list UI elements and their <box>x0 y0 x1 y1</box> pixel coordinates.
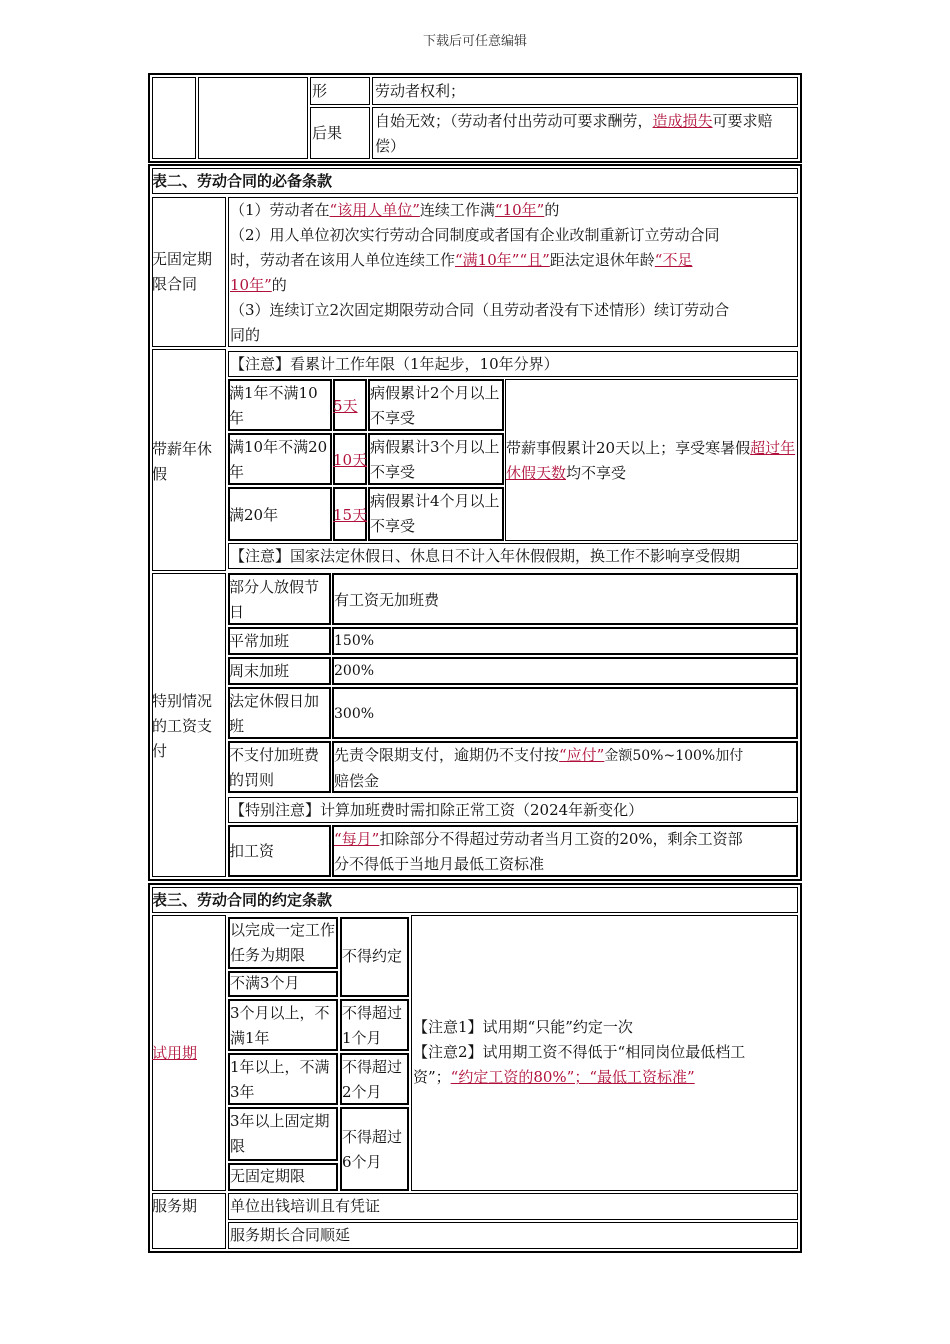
leave-days-2: 10天 <box>333 451 368 469</box>
wgd-l3-b: 距法定退休年龄 <box>549 251 655 269</box>
pay-val-2: 150% <box>334 633 375 649</box>
wgd-line-6: 同的 <box>230 326 261 344</box>
wgd-content <box>230 198 796 348</box>
pay-deduct-hl: “每月” <box>334 830 380 848</box>
top-row1-value: 劳动者权利； <box>375 82 466 100</box>
top-row2-highlight: 造成损失 <box>652 112 713 130</box>
service-label: 服务期 <box>152 1197 198 1215</box>
pay-deduct-line-2: 分不得低于当地月最低工资标准 <box>334 855 545 873</box>
pay-deduct-line-1 <box>334 827 796 852</box>
leave-sick-3: 病假累计4个月以上不享受 <box>370 492 500 535</box>
pay-key-4: 法定休假日加班 <box>229 692 320 735</box>
wgd-l1-hl1: “该用人单位” <box>329 201 420 219</box>
wgd-line-1 <box>230 198 796 223</box>
wgd-line-5: （3）连续订立2次固定期限劳动合同（且劳动者没有下述情形）续订劳动合 <box>230 301 730 319</box>
top-row2-post: 可要求赔偿） <box>375 112 773 155</box>
leave-days-3: 15天 <box>333 506 368 524</box>
probation-note-3 <box>413 1065 797 1090</box>
pay-label: 特别情况的工资支付 <box>152 692 213 760</box>
wgd-l3-hl1: “满10年”“且” <box>455 251 550 269</box>
probation-term-1: 以完成一定工作任务为期限 <box>230 921 336 964</box>
top-cell-a <box>152 77 196 159</box>
probation-term-2: 不满3个月 <box>230 974 300 992</box>
pay-val-cell-4 <box>332 687 798 739</box>
table2-title: 表二、劳动合同的必备条款 <box>152 172 333 190</box>
top-row1-label: 形 <box>312 82 328 100</box>
wgd-line-4 <box>230 273 796 298</box>
wgd-line-3 <box>230 248 796 273</box>
pay-deduct-val <box>334 827 796 877</box>
probation-term-3: 3个月以上，不满1年 <box>230 1004 330 1047</box>
leave-years-2: 满10年不满20年 <box>229 438 328 481</box>
probation-term-5: 3年以上固定期限 <box>230 1112 330 1155</box>
pay-val-3: 200% <box>334 663 375 679</box>
leave-right-hl2: 过年休假天数 <box>506 439 796 482</box>
wgd-label: 无固定期限合同 <box>152 250 213 293</box>
leave-sick-1: 病假累计2个月以上不享受 <box>370 384 500 427</box>
pay-penalty-b: 金额50%~100%加付 <box>604 748 744 764</box>
service-row1: 单位出钱培训且有凭证 <box>230 1197 381 1215</box>
pay-key-3: 周末加班 <box>229 662 290 680</box>
probation-label: 试用期 <box>152 1044 198 1062</box>
pay-key-1: 部分人放假节日 <box>229 578 320 621</box>
pay-penalty-val <box>334 743 796 794</box>
wgd-l1-a: （1）劳动者在 <box>230 201 330 219</box>
pay-penalty-line-2: 赔偿金 <box>334 772 380 790</box>
leave-right-text <box>506 436 798 486</box>
pay-special: 【特别注意】计算加班费时需扣除正常工资（2024年新变化） <box>230 801 644 819</box>
wgd-l1-b: 连续工作满 <box>419 201 495 219</box>
pay-val-1: 有工资无加班费 <box>334 591 440 609</box>
wgd-l1-hl2: “10年” <box>494 201 545 219</box>
top-cell-b <box>198 77 308 159</box>
leave-right-b: 均不享受 <box>566 464 627 482</box>
service-row2: 服务期长合同顺延 <box>230 1226 351 1244</box>
pay-deduct-key: 扣工资 <box>229 842 275 860</box>
probation-limit-3: 不得超过2个月 <box>342 1058 403 1101</box>
leave-right-hl1: 超 <box>750 439 766 457</box>
pay-key-2: 平常加班 <box>229 632 290 650</box>
leave-note1: 【注意】看累计工作年限（1年起步，10年分界） <box>230 355 559 373</box>
probation-term-6: 无固定期限 <box>230 1167 306 1185</box>
table3-title: 表三、劳动合同的约定条款 <box>152 891 333 909</box>
leave-label: 带薪年休假 <box>152 440 213 483</box>
probation-limit-4: 不得超过6个月 <box>342 1128 403 1171</box>
pay-penalty-line-1 <box>334 743 796 769</box>
leave-sick-2: 病假累计3个月以上不享受 <box>370 438 500 481</box>
pay-penalty-key: 不支付加班费的罚则 <box>229 746 320 789</box>
wgd-l4-hl: 10年” <box>230 276 272 294</box>
probation-notes <box>413 1015 797 1090</box>
wgd-l1-c: 的 <box>544 201 560 219</box>
probation-note-3-a: 资”； <box>413 1068 451 1086</box>
top-row2-label: 后果 <box>312 124 343 142</box>
leave-right-a: 带薪事假累计20天以上；享受寒暑假 <box>506 439 751 457</box>
probation-note-3-hl: “约定工资的80%”；“最低工资标准” <box>450 1068 695 1086</box>
pay-penalty-a: 先责令限期支付，逾期仍不支付按 <box>334 746 560 764</box>
leave-days-1: 5天 <box>333 397 358 415</box>
wgd-l3-a: 时，劳动者在该用人单位连续工作 <box>230 251 456 269</box>
pay-val-4: 300% <box>334 706 375 722</box>
pay-penalty-hl: “应付” <box>559 746 605 764</box>
leave-years-3: 满20年 <box>229 506 279 524</box>
leave-years-1: 满1年不满10年 <box>229 384 318 427</box>
probation-note-2: 【注意2】试用期工资不得低于“相同岗位最低档工 <box>413 1043 746 1061</box>
wgd-l3-hl2: “不足 <box>654 251 693 269</box>
top-row2-value <box>375 109 795 159</box>
page-header: 下载后可任意编辑 <box>422 34 527 49</box>
probation-note-1: 【注意1】试用期“只能”约定一次 <box>413 1018 633 1036</box>
probation-limit-2: 不得超过1个月 <box>342 1004 403 1047</box>
probation-limit-1: 不得约定 <box>342 947 403 965</box>
probation-term-4: 1年以上，不满3年 <box>230 1058 330 1101</box>
pay-deduct-a: 扣除部分不得超过劳动者当月工资的20%，剩余工资部 <box>379 830 743 848</box>
pay-val-cell-3 <box>332 657 798 685</box>
wgd-line-2: （2）用人单位初次实行劳动合同制度或者国有企业改制重新订立劳动合同 <box>230 226 720 244</box>
leave-note2: 【注意】国家法定休假日、休息日不计入年休假假期，换工作不影响享受假期 <box>230 547 741 565</box>
pay-val-cell-2 <box>332 627 798 655</box>
top-row2-pre: 自始无效；（劳动者付出劳动可要求酬劳， <box>375 112 653 130</box>
wgd-l4-b: 的 <box>271 276 287 294</box>
